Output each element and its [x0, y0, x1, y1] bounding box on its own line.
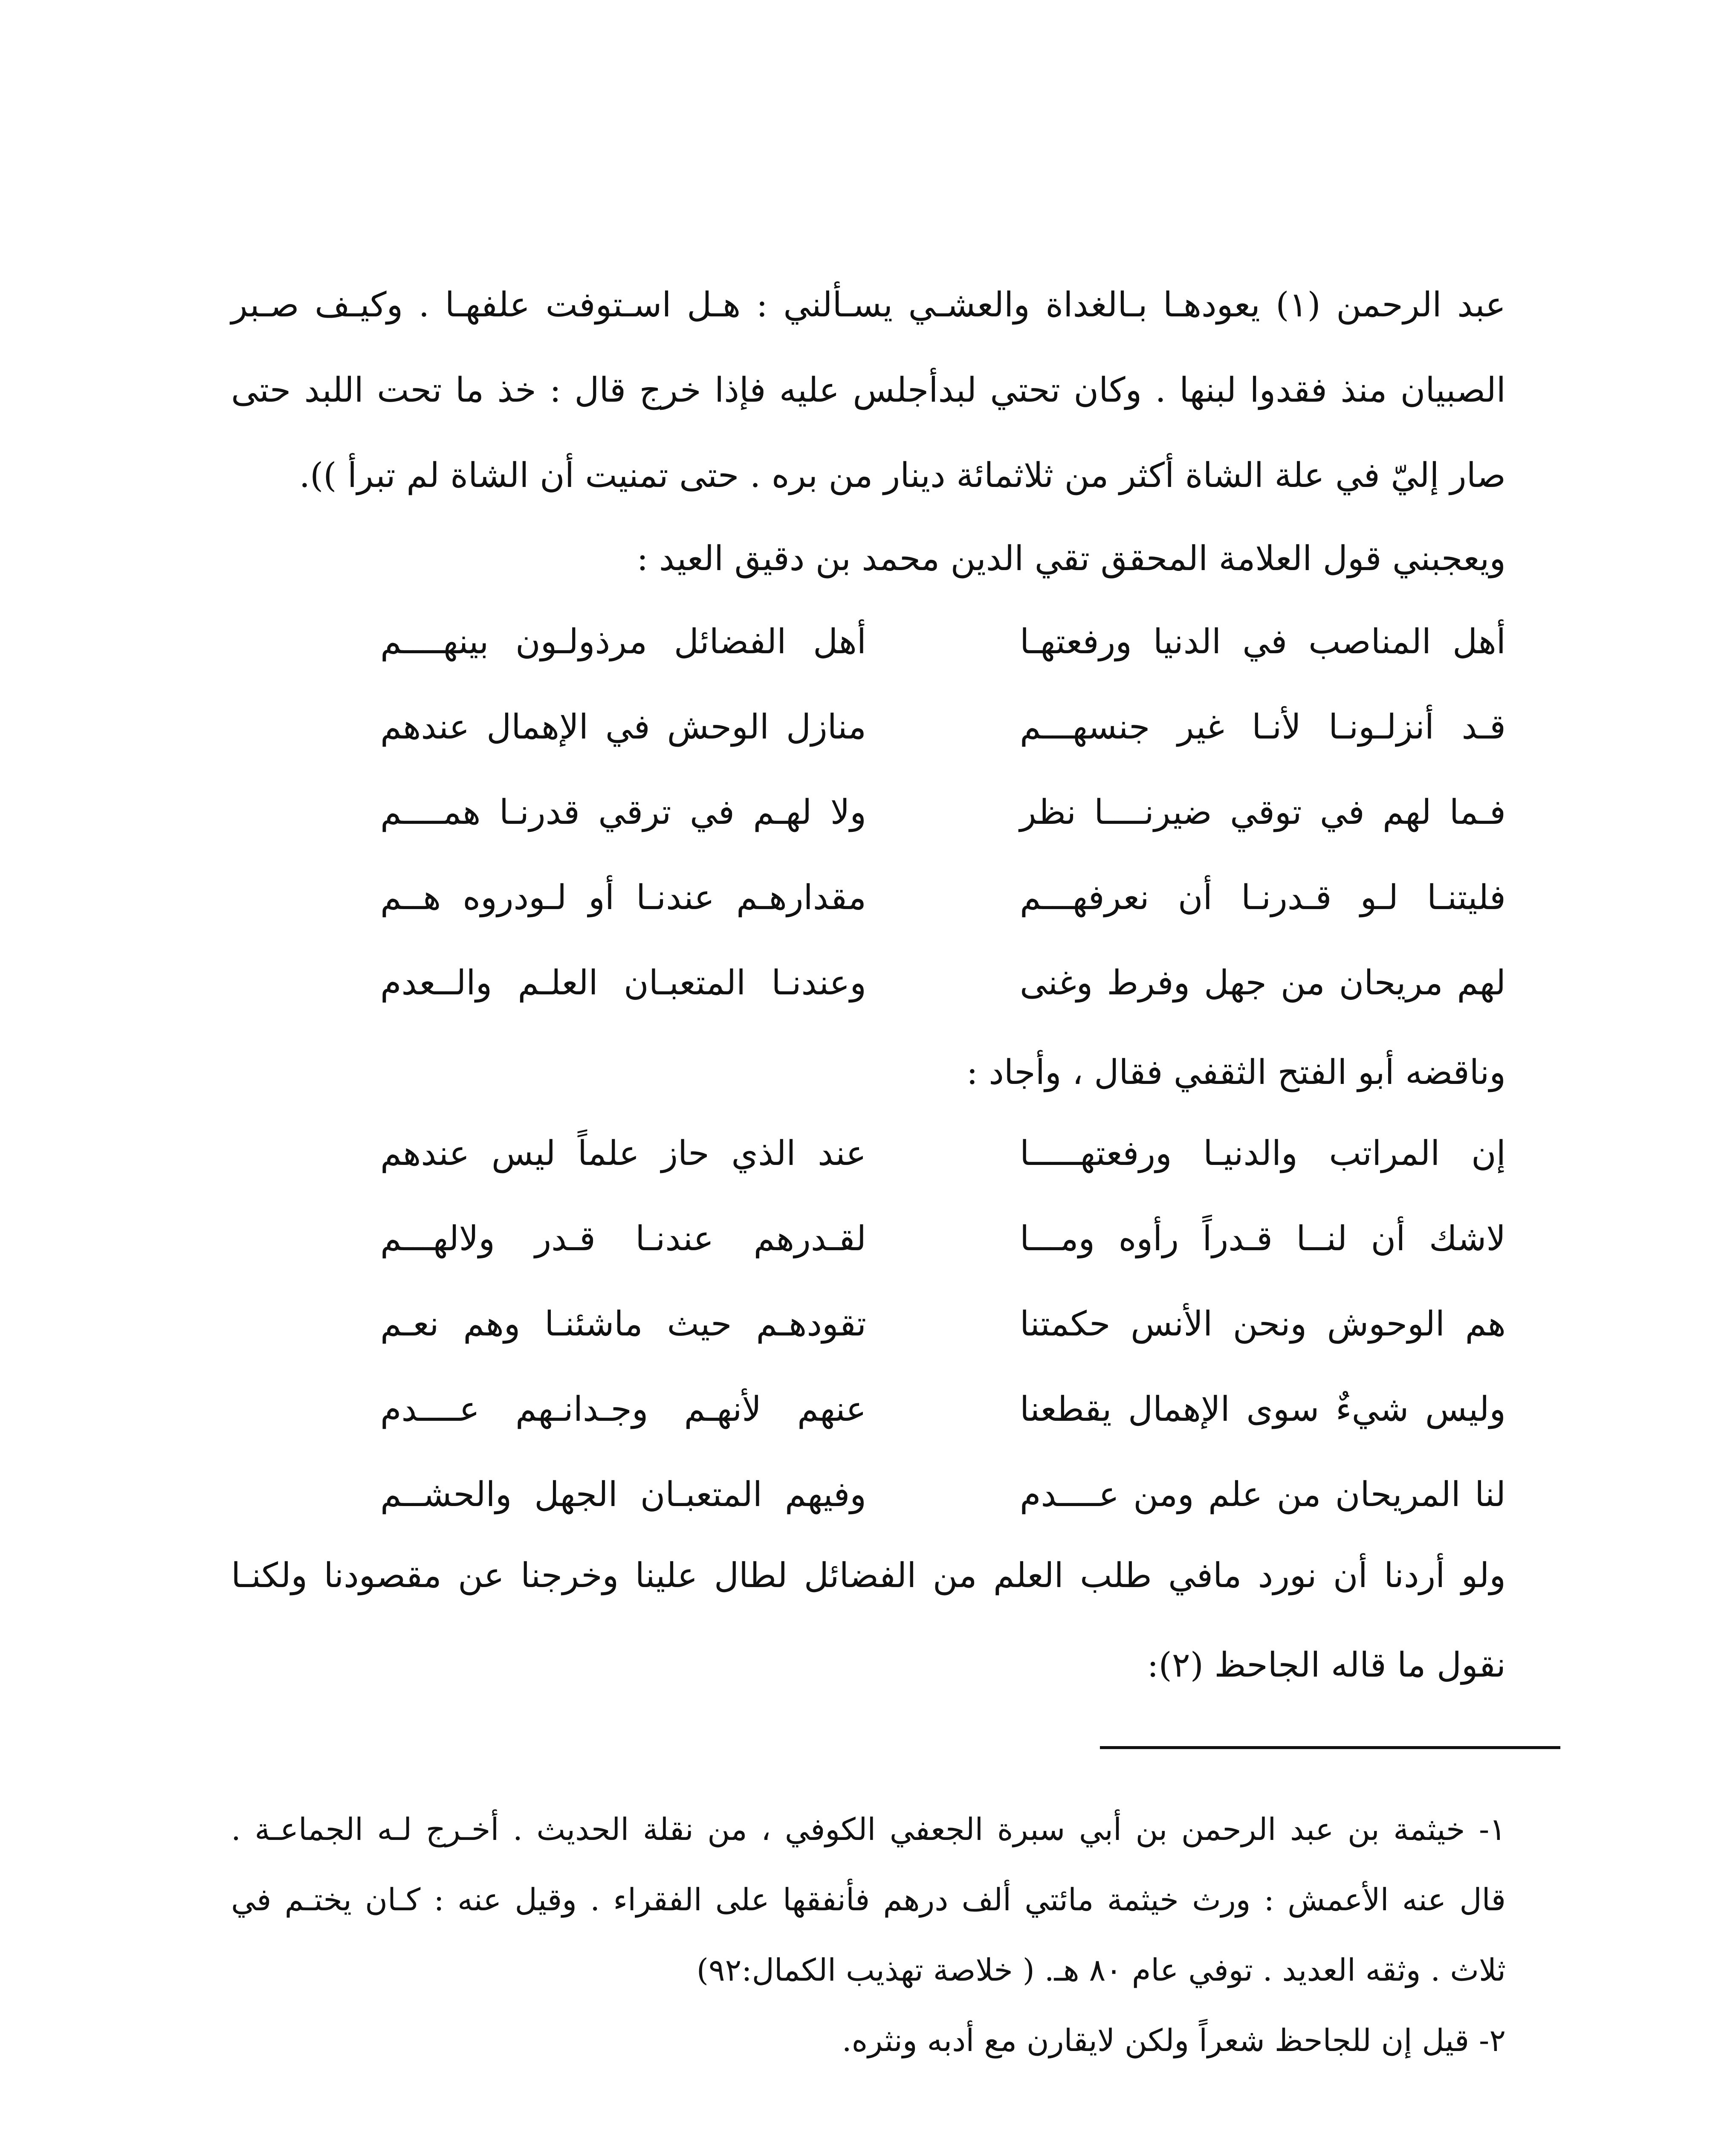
poem-intro-line: ويعجبني قول العلامة المحقق تقي الدين محمد بن دقيق العيد : [637, 539, 1506, 578]
verse-first-hemistich: فـما لهم في توقي ضيرنــــا نظر [1020, 792, 1506, 832]
verse-second-hemistich: وفيهم المتعبـان الجهل والحشــم [380, 1474, 866, 1514]
verse-row [231, 1467, 1506, 1522]
verse-first-hemistich: وليس شيءٌ سوى الإهمال يقطعنا [1020, 1389, 1506, 1429]
verse-first-hemistich: هم الوحوش ونحن الأنس حكمتنا [1020, 1304, 1506, 1344]
verse-first-hemistich: فليتنـا لـو قـدرنـا أن نعرفهـــم [1020, 878, 1506, 917]
verse-first-hemistich: قـد أنزلـونـا لأنـا غير جنسهـــم [1020, 707, 1506, 747]
verse-second-hemistich: عند الذي حاز علماً ليس عندهم [380, 1133, 866, 1173]
verse-second-hemistich: أهل الفضائل مرذولـون بينهــــم [380, 622, 866, 661]
verse-second-hemistich: مقدارهـم عندنـا أو لـودروه هــم [380, 878, 866, 917]
footnote-divider [1100, 1746, 1560, 1749]
poem-intro-line: وناقضه أبو الفتح الثقفي فقال ، وأجاد : [966, 1052, 1506, 1092]
footnote-1-line: ١- خيثمة بن عبد الرحمن بن أبي سبرة الجعفي الكوفي ، من نقلة الحديث . أخـرج لـه الجماعـة . [231, 1811, 1506, 1847]
verse-second-hemistich: ولا لهـم في ترقي قدرنـا همــــم [380, 792, 866, 832]
verse-second-hemistich: منازل الوحش في الإهمال عندهم [380, 707, 866, 747]
verse-row [231, 955, 1506, 1011]
text-line: نقول ما قاله الجاحظ (٢): [1147, 1645, 1506, 1685]
footnote-2: ٢- قيل إن للجاحظ شعراً ولكن لايقارن مع أدبه ونثره. [842, 2022, 1506, 2058]
verse-first-hemistich: لهم مريحان من جهل وفرط وغنى [1020, 963, 1506, 1002]
footnote-1-line: ثلاث . وثقه العديد . توفي عام ٨٠ هـ. ( خلاصة تهذيب الكمال:٩٢) [696, 1952, 1506, 1988]
verse-second-hemistich: وعندنـا المتعبـان العلـم والــعدم [380, 963, 866, 1002]
verse-first-hemistich: أهل المناصب في الدنيا ورفعتهـا [1020, 622, 1506, 661]
text-line: عبد الرحمن (١) يعودهـا بـالغداة والعشـي يسـألني : هـل اسـتوفت علفهـا . وكيـف صـبر [231, 285, 1506, 324]
verse-second-hemistich: عنهم لأنهـم وجـدانـهم عــــدم [380, 1389, 866, 1429]
text-line: ولو أردنا أن نورد مافي طلب العلم من الفضائل لطال علينا وخرجنا عن مقصودنا ولكنـا [231, 1556, 1506, 1595]
verse-row [231, 870, 1506, 925]
verse-row [231, 614, 1506, 669]
text-line: الصبيان منذ فقدوا لبنها . وكان تحتي لبدأجلس عليه فإذا خرج قال : خذ ما تحت اللبد حتى [231, 370, 1506, 410]
verse-row [231, 1126, 1506, 1181]
footnote-1-line: قال عنه الأعمش : ورث خيثمة مائتي ألف درهم فأنفقها على الفقراء . وقيل عنه : كـان يختـم في [231, 1882, 1506, 1918]
verse-second-hemistich: لقـدرهم عندنـا قـدر ولالهـــم [380, 1219, 866, 1258]
verse-row [231, 1211, 1506, 1266]
verse-row [231, 1382, 1506, 1437]
verse-row [231, 1296, 1506, 1352]
text-line: صار إليّ في علة الشاة أكثر من ثلاثمائة دينار من بره . حتى تمنيت أن الشاة لم تبرأ )). [299, 455, 1506, 495]
verse-row [231, 785, 1506, 840]
verse-first-hemistich: إن المراتب والدنيـا ورفعتهـــــا [1020, 1133, 1506, 1173]
verse-first-hemistich: لنا المريحان من علم ومن عــــدم [1020, 1474, 1506, 1514]
verse-first-hemistich: لاشك أن لنــا قـدراً رأوه ومـــا [1020, 1219, 1506, 1258]
verse-second-hemistich: تقودهـم حيث ماشئنـا وهم نعـم [380, 1304, 866, 1344]
verse-row [231, 699, 1506, 755]
